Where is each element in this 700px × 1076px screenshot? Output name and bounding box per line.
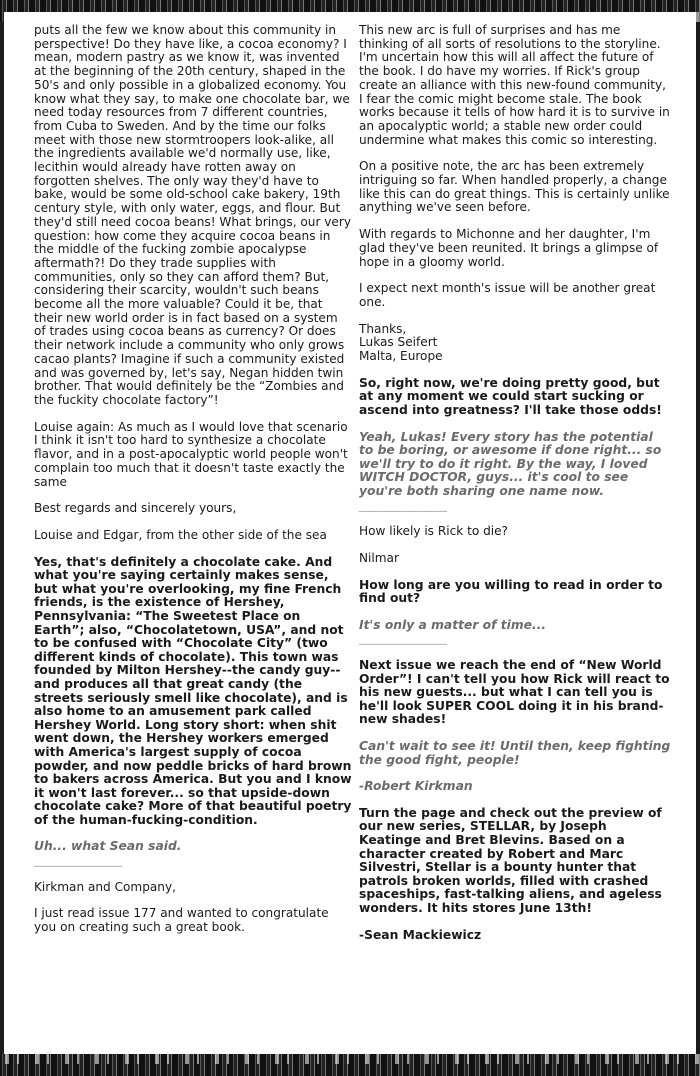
left-column [34,24,352,948]
separator: ________________ [359,632,447,646]
announcement: Next issue we reach the end of “New World Order”! I can't tell you how Rick will react to his new guests... but what I can tell you is he'll look SUPER COOL doing it in his brand-new shades! [359,658,670,727]
editor-reply-italic: Uh... what Sean said. [34,839,182,854]
letter-signature: Nilmar [359,550,399,565]
letter-paragraph: This new arc is full of surprises and has me thinking of all sorts of resolutions to the storyline. I'm uncertain how this will all affect the future of the book. I do have my worries. If Rick's group create an alliance with this new-found community, I fear the comic might become stale. The book works because it tells of how hard it is to survive in an apocalyptic world; a stable new order could undermine what makes this comic so interesting. [359,23,670,147]
right-column [359,24,671,955]
signature-name: Lukas Seifert [359,335,438,350]
editor-reply: So, right now, we're doing pretty good, but at any moment we could start sucking or ascend into greatness? I'll take those odds! [359,375,662,417]
signature-place: Malta, Europe [359,349,443,364]
letter-paragraph: Louise again: As much as I would love that scenario I think it isn't too hard to synthesize a chocolate flavor, and in a post-apocalyptic world people won't complain too much that it doesn't taste exactly the same [34,419,348,489]
separator: ________________ [34,854,122,868]
editor-reply: How long are you willing to read in order to find out? [359,577,663,606]
letter-paragraph: I just read issue 177 and wanted to congratulate you on creating such a great book. [34,906,329,935]
editor-reply: Yes, that's definitely a chocolate cake. And what you're saying certainly makes sense, but what you're overlooking, my fine French friends, is the existence of Hershey, Pennsylvania: “The Sweetest Place on Earth”; also, “Chocolatetown, USA”, and not to be confused with “Chocolate City” (two different kinds of chocolate). This town was founded by Milton Hershey--the candy guy--and produces all that great candy (the streets seriously smell like chocolate), and is also home to an amusement park called Hershey World. Long story short: when shit went down, the Hershey workers emerged with America's largest supply of cocoa powder, and now peddle bricks of hard brown to bakers across America. But you and I know it won't last forever... so that upside-down chocolate cake? More of that beautiful poetry of the human-fucking-condition. [34,554,352,827]
announcement-italic: Can't wait to see it! Until then, keep fighting the good fight, people! [359,739,671,767]
announcement-signature: -Sean Mackiewicz [359,927,482,942]
letter-paragraph: With regards to Michonne and her daughter, I'm glad they've been reunited. It brings a glimpse of hope in a gloomy world. [359,227,659,269]
letter-salutation: Kirkman and Company, [34,879,176,894]
signature-thanks: Thanks, [359,321,407,336]
announcement: Turn the page and check out the preview of our new series, STELLAR, by Joseph Keatinge and Bret Blevins. Based on a character created by Robert and Marc Silvestri, Stellar is a bounty hunter that patrols broken worlds, filled with crashed spaceships, fast-talking aliens, and ageless wonders. It hits stores June 13th! [359,805,662,916]
letter-signature: Louise and Edgar, from the other side of the sea [34,527,327,542]
editor-reply-italic: Yeah, Lukas! Every story has the potential to be boring, or awesome if done right... so we'll try to do it right. By the way, I loved WITCH DOCTOR, guys... it's cool to see you're both sharing one name now. [359,429,662,498]
separator: ________________ [359,498,447,512]
letter-paragraph: On a positive note, the arc has been extremely intriguing so far. When handled properly, a change like this can do great things. This is certainly unlike anything we've seen before. [359,159,670,215]
torn-edge-bottom [0,1054,700,1076]
letter-paragraph: I expect next month's issue will be another great one. [359,281,656,309]
letter-closing: Best regards and sincerely yours, [34,501,237,516]
letter-question: How likely is Rick to die? [359,524,508,539]
announcement-signature: -Robert Kirkman [359,779,473,794]
letter-paragraph: puts all the few we know about this community in perspective! Do they have like, a cocoa economy? I mean, modern pastry as we know it, was invented at the beginning of the 20th century, shaped in the 50's and only possible in a globalized economy. You know what they say, to make one chocolate bar, we need today resources from 7 different countries, from Cuba to Sweden. And by the time our folks meet with those new stormtroopers look-alike, all the ingredients available we'd normally use, like, lecithin would already have rotten away on forgotten shelves. The only way they'd have to bake, would be some old-school cake bakery, 19th century style, with only water, eggs, and flour. But they'd still need cocoa beans! What brings, our very question: how come they acquire cocoa beans in the middle of the fucking zombie apocalypse aftermath?! Do they trade supplies with communities, only so they can afford them? But, considering their scarcity, wouldn't such beans become all the more valuable? Could it be, that their new world order is in fact based on a system of trades using cocoa beans as currency? Or does their network include a community who only grows cacao plants? Imagine if such a community existed and was governed by, let's say, Negan hidden twin brother. That would definitely be the “Zombies and the fuckity chocolate factory”! [34,23,351,407]
editor-reply-italic: It's only a matter of time... [359,617,547,632]
letter-signature [359,323,671,364]
